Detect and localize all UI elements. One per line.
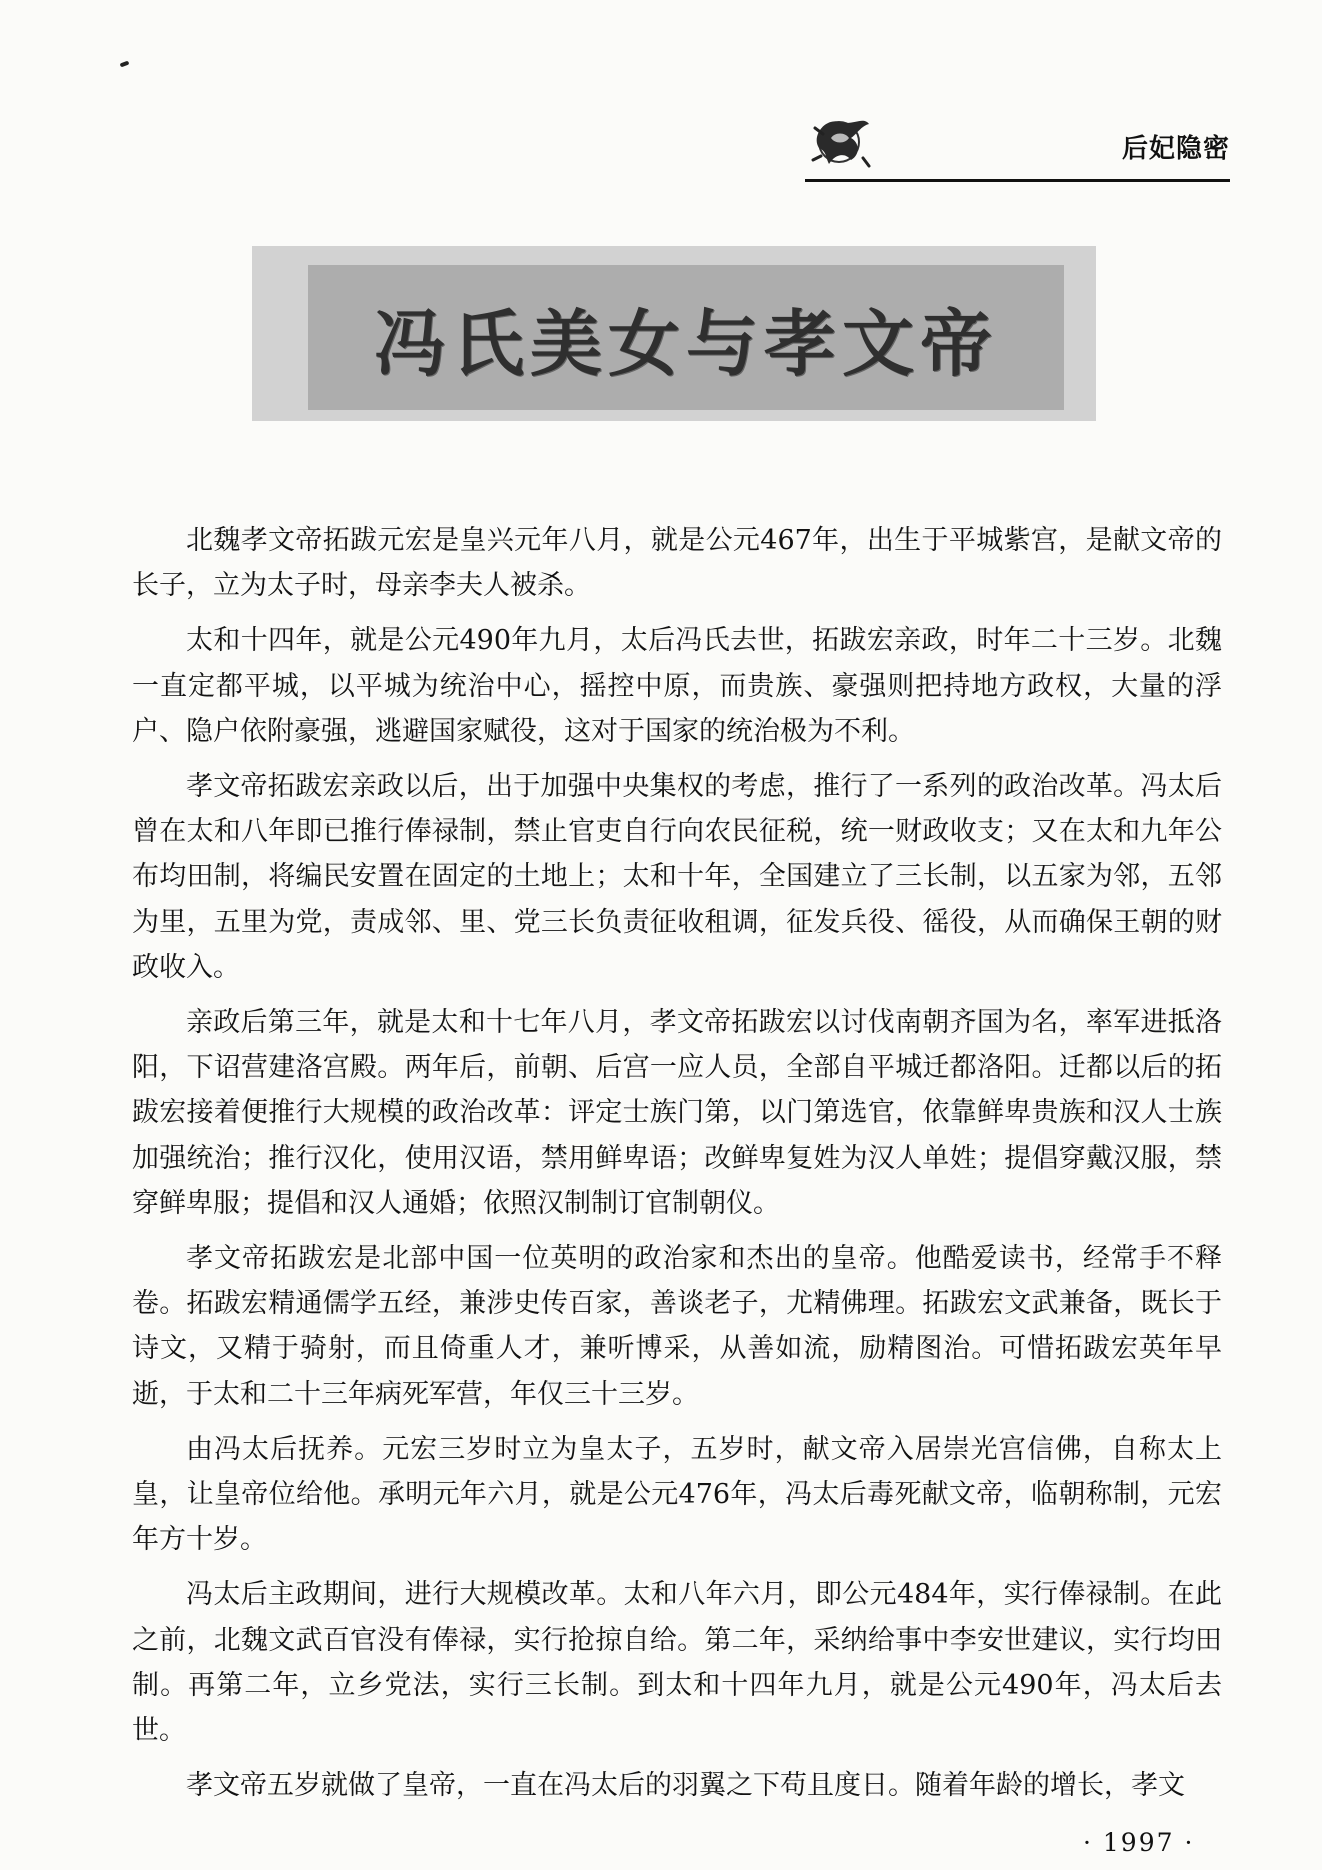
paragraph: 由冯太后抚养。元宏三岁时立为皇太子，五岁时，献文帝入居崇光宫信佛，自称太上皇，让皇帝位给他。承明元年六月，就是公元476年，冯太后毒死献文帝，临朝称制，元宏年方十岁。 <box>132 1433 1222 1556</box>
page-number: · 1997 · <box>1083 1828 1195 1857</box>
scan-speck <box>120 61 130 68</box>
paragraph: 冯太后主政期间，进行大规模改革。太和八年六月，即公元484年，实行俸禄制。在此之前，北魏文武百官没有俸禄，实行抢掠自给。第二年，采纳给事中李安世建议，实行均田制。再第二年，立乡党法，实行三长制。到太和十四年九月，就是公元490年，冯太后去世。 <box>132 1579 1222 1747</box>
article-body <box>132 518 1222 1818</box>
paragraph: 亲政后第三年，就是太和十七年八月，孝文帝拓跋宏以讨伐南朝齐国为名，率军进抵洛阳，下诏营建洛宫殿。两年后，前朝、后宫一应人员，全部自平城迁都洛阳。迁都以后的拓跋宏接着便推行大规模的政治改革：评定士族门第，以门第选官，依靠鲜卑贵族和汉人士族加强统治；推行汉化，使用汉语，禁用鲜卑语；改鲜卑复姓为汉人单姓；提倡穿戴汉服，禁穿鲜卑服；提倡和汉人通婚；依照汉制制订官制朝仪。 <box>132 1007 1222 1219</box>
header-rule <box>805 179 1230 182</box>
dragon-emblem-icon <box>805 108 875 174</box>
article-title-box <box>308 265 1064 410</box>
paragraph: 孝文帝拓跋宏是北部中国一位英明的政治家和杰出的皇帝。他酷爱读书，经常手不释卷。拓跋宏精通儒学五经，兼涉史传百家，善谈老子，尤精佛理。拓跋宏文武兼备，既长于诗文，又精于骑射，而且倚重人才，兼听博采，从善如流，励精图治。可惜拓跋宏英年早逝，于太和二十三年病死军营，年仅三十三岁。 <box>132 1243 1222 1410</box>
paragraph: 孝文帝拓跋宏亲政以后，出于加强中央集权的考虑，推行了一系列的政治改革。冯太后曾在太和八年即已推行俸禄制，禁止官吏自行向农民征税，统一财政收支；又在太和九年公布均田制，将编民安置在固定的土地上；太和十年，全国建立了三长制，以五家为邻，五邻为里，五里为党，责成邻、里、党三长负责征收租调，征发兵役、徭役，从而确保王朝的财政收入。 <box>132 771 1222 983</box>
running-header <box>805 100 1230 182</box>
section-title: 后妃隐密 <box>1121 134 1230 164</box>
article-title: 冯氏美女与孝文帝 <box>373 300 998 386</box>
paragraph: 太和十四年，就是公元490年九月，太后冯氏去世，拓跋宏亲政，时年二十三岁。北魏一直定都平城，以平城为统治中心，摇控中原，而贵族、豪强则把持地方政权，大量的浮户、隐户依附豪强，逃避国家赋役，这对于国家的统治极为不利。 <box>132 625 1222 747</box>
paragraph: 北魏孝文帝拓跋元宏是皇兴元年八月，就是公元467年，出生于平城紫宫，是献文帝的长子，立为太子时，母亲李夫人被杀。 <box>132 525 1222 602</box>
paragraph: 孝文帝五岁就做了皇帝，一直在冯太后的羽翼之下苟且度日。随着年龄的增长，孝文 <box>186 1770 1185 1802</box>
